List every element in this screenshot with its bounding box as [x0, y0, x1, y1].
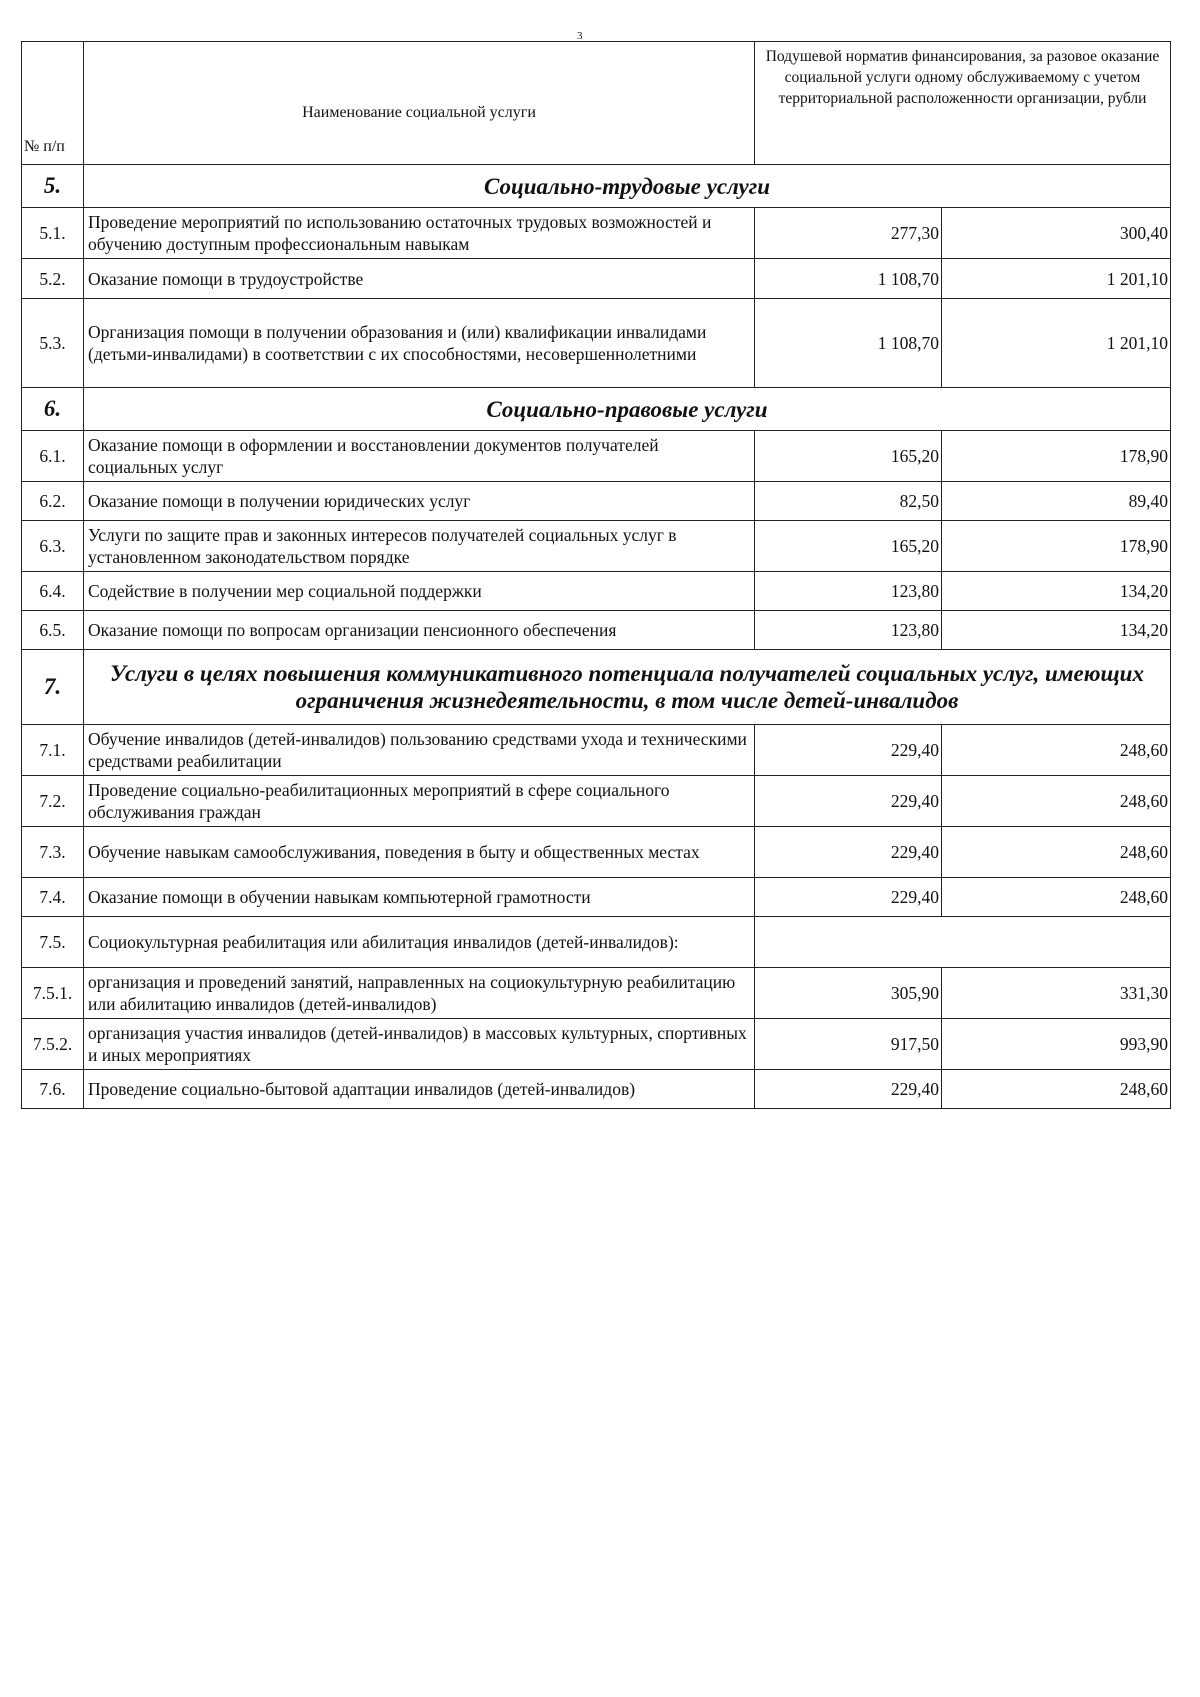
section-header: [22, 165, 1171, 208]
row-value-1: 229,40: [755, 776, 942, 827]
row-value-2: 248,60: [942, 878, 1171, 917]
table-row: [22, 572, 1171, 611]
row-value-2: 248,60: [942, 827, 1171, 878]
row-value-1: 229,40: [755, 1070, 942, 1109]
table-header-row: [22, 42, 1171, 165]
row-value-1: 917,50: [755, 1019, 942, 1070]
table-row: [22, 208, 1171, 259]
section-number: 6.: [22, 388, 84, 431]
row-value-2: 178,90: [942, 521, 1171, 572]
section-header: [22, 388, 1171, 431]
row-service-name: Содействие в получении мер социальной поддержки: [84, 572, 755, 611]
row-value-2: 1 201,10: [942, 259, 1171, 299]
row-service-name: Проведение социально-реабилитационных мероприятий в сфере социального обслуживания граждан: [84, 776, 755, 827]
row-number: 5.3.: [22, 299, 84, 388]
row-number: 7.4.: [22, 878, 84, 917]
social-services-table: [21, 41, 1171, 1109]
row-number: 6.3.: [22, 521, 84, 572]
row-service-name: организация и проведений занятий, направленных на социокультурную реабилитацию или абилитацию инвалидов (детей-инвалидов): [84, 968, 755, 1019]
table-row: [22, 299, 1171, 388]
table-row: [22, 482, 1171, 521]
row-value-1: 229,40: [755, 878, 942, 917]
row-value-empty: [755, 917, 1171, 968]
row-service-name: Проведение социально-бытовой адаптации инвалидов (детей-инвалидов): [84, 1070, 755, 1109]
section-5: [22, 165, 1171, 388]
table-row: [22, 968, 1171, 1019]
row-number: 6.2.: [22, 482, 84, 521]
section-title: Социально-правовые услуги: [84, 388, 1171, 431]
page-number: 3: [577, 30, 583, 42]
row-value-2: 178,90: [942, 431, 1171, 482]
row-number: 6.4.: [22, 572, 84, 611]
header-service-name: Наименование социальной услуги: [84, 42, 755, 165]
row-number: 5.1.: [22, 208, 84, 259]
row-value-1: 229,40: [755, 827, 942, 878]
table-row: [22, 725, 1171, 776]
row-value-2: 248,60: [942, 1070, 1171, 1109]
row-value-1: 1 108,70: [755, 259, 942, 299]
section-header: [22, 650, 1171, 725]
row-service-name: Оказание помощи в обучении навыкам компьютерной грамотности: [84, 878, 755, 917]
row-value-1: 82,50: [755, 482, 942, 521]
row-value-1: 277,30: [755, 208, 942, 259]
table-row: [22, 521, 1171, 572]
table-row: [22, 878, 1171, 917]
row-service-name: Обучение навыкам самообслуживания, поведения в быту и общественных местах: [84, 827, 755, 878]
table-row: [22, 431, 1171, 482]
row-value-2: 1 201,10: [942, 299, 1171, 388]
table-row: [22, 259, 1171, 299]
row-number: 7.5.: [22, 917, 84, 968]
table-row: [22, 1070, 1171, 1109]
row-service-name: организация участия инвалидов (детей-инвалидов) в массовых культурных, спортивных и иных мероприятиях: [84, 1019, 755, 1070]
section-title: Социально-трудовые услуги: [84, 165, 1171, 208]
section-title: Услуги в целях повышения коммуникативного потенциала получателей социальных услуг, имеющих ограничения жизнедеятельности, в том числе детей-инвалидов: [84, 650, 1171, 725]
row-service-name: Проведение мероприятий по использованию остаточных трудовых возможностей и обучению доступным профессиональным навыкам: [84, 208, 755, 259]
table-row: [22, 827, 1171, 878]
row-number: 7.6.: [22, 1070, 84, 1109]
header-funding-norm: Подушевой норматив финансирования, за разовое оказание социальной услуги одному обслуживаемому с учетом территориальной расположенности организации, рубли: [755, 42, 1171, 165]
row-value-2: 248,60: [942, 776, 1171, 827]
row-service-name: Оказание помощи по вопросам организации пенсионного обеспечения: [84, 611, 755, 650]
row-number: 6.5.: [22, 611, 84, 650]
row-value-2: 89,40: [942, 482, 1171, 521]
table-row: [22, 1019, 1171, 1070]
row-number: 7.3.: [22, 827, 84, 878]
row-service-name: Оказание помощи в оформлении и восстановлении документов получателей социальных услуг: [84, 431, 755, 482]
row-number: 7.5.2.: [22, 1019, 84, 1070]
row-number: 7.2.: [22, 776, 84, 827]
row-value-2: 134,20: [942, 572, 1171, 611]
row-value-1: 1 108,70: [755, 299, 942, 388]
header-number: № п/п: [22, 42, 84, 165]
row-value-1: 165,20: [755, 521, 942, 572]
row-service-name: Оказание помощи в получении юридических услуг: [84, 482, 755, 521]
row-value-1: 165,20: [755, 431, 942, 482]
table-row: [22, 776, 1171, 827]
row-service-name: Обучение инвалидов (детей-инвалидов) пользованию средствами ухода и техническими средствами реабилитации: [84, 725, 755, 776]
row-service-name: Оказание помощи в трудоустройстве: [84, 259, 755, 299]
row-service-name: Социокультурная реабилитация или абилитация инвалидов (детей-инвалидов):: [84, 917, 755, 968]
section-6: [22, 388, 1171, 650]
row-value-2: 134,20: [942, 611, 1171, 650]
row-number: 5.2.: [22, 259, 84, 299]
table-row: [22, 611, 1171, 650]
row-value-1: 123,80: [755, 572, 942, 611]
row-service-name: Услуги по защите прав и законных интересов получателей социальных услуг в установленном законодательством порядке: [84, 521, 755, 572]
section-7: [22, 650, 1171, 1109]
row-value-1: 305,90: [755, 968, 942, 1019]
section-number: 5.: [22, 165, 84, 208]
row-number: 7.5.1.: [22, 968, 84, 1019]
row-value-2: 993,90: [942, 1019, 1171, 1070]
row-value-1: 229,40: [755, 725, 942, 776]
row-value-2: 331,30: [942, 968, 1171, 1019]
row-value-2: 248,60: [942, 725, 1171, 776]
row-service-name: Организация помощи в получении образования и (или) квалификации инвалидами (детьми-инвалидами) в соответствии с их способностями, несовершеннолетними: [84, 299, 755, 388]
row-number: 7.1.: [22, 725, 84, 776]
row-value-2: 300,40: [942, 208, 1171, 259]
row-value-1: 123,80: [755, 611, 942, 650]
row-number: 6.1.: [22, 431, 84, 482]
section-number: 7.: [22, 650, 84, 725]
table-row: [22, 917, 1171, 968]
